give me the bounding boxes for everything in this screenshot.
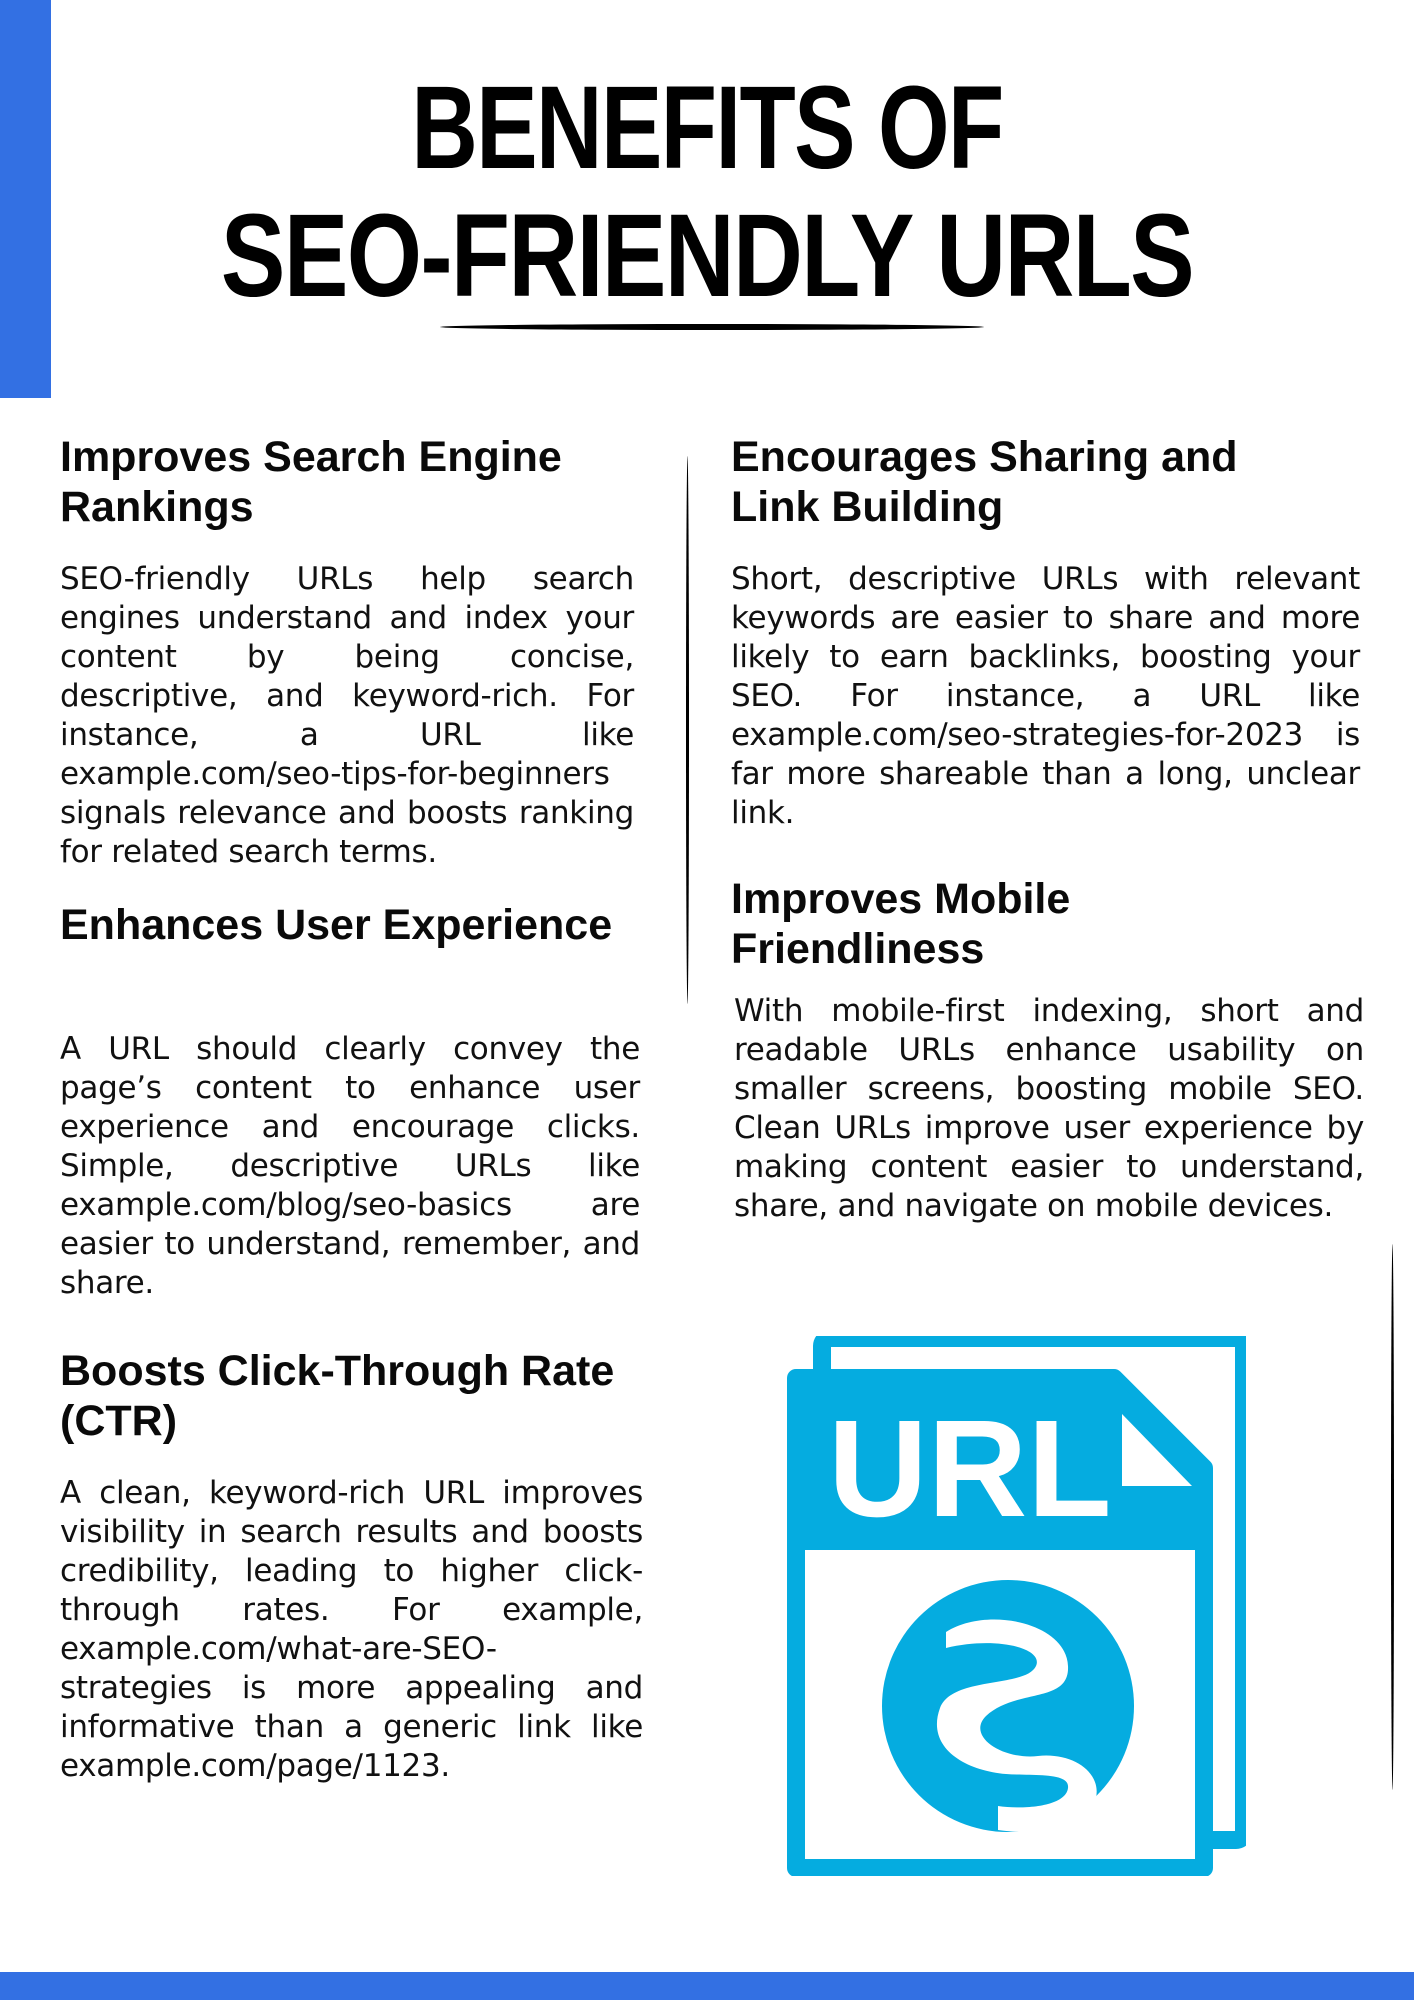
left-accent-bar [0,0,51,398]
section-body-mobile: With mobile-first indexing, short and readable URLs enhance usability on smaller screens, boosting mobile SEO. Clean URLs improve user experience by making content easier to understand, share, and navigate on mobile devices. [734,993,1364,1224]
url-file-globe-icon [776,1336,1246,1876]
url-label: URL [828,1392,1112,1546]
page-title-line-1: BENEFITS OF [411,62,1003,194]
title-underline [440,324,984,330]
section-heading-user-experience: Enhances User Experience [60,901,613,949]
page-title-line-2: SEO-FRIENDLY URLS [220,190,1194,322]
column-divider [686,456,689,1004]
section-body-search-rankings: SEO-friendly URLs help search engines understand and index your content by being concise, descriptive, and keyword-rich. For instance, a URL like example.com/seo-tips-for-beginners signals relevance and boosts ranking for related search terms. [60,561,634,870]
right-edge-divider [1391,1244,1394,1790]
section-body-user-experience: A URL should clearly convey the page’s content to enhance user experience and encourage clicks. Simple, descriptive URLs like example.com/blog/seo-basics are easier to understand, remember, and share. [60,1031,640,1301]
section-heading-mobile: Improves Mobile Friendliness [731,875,1071,973]
section-heading-search-rankings: Improves Search Engine Rankings [60,433,562,531]
section-body-ctr: A clean, keyword-rich URL improves visibility in search results and boosts credibility, leading to higher click-through rates. For example, example.com/what-are-SEO-strategies is more appealing and informative than a generic link like example.com/page/1123. [60,1475,643,1784]
bottom-accent-bar [0,1972,1414,2000]
section-body-sharing: Short, descriptive URLs with relevant keywords are easier to share and more likely to earn backlinks, boosting your SEO. For instance, a URL like example.com/seo-strategies-for-2023 is far more shareable than a long, unclear link. [731,561,1360,831]
section-heading-sharing: Encourages Sharing and Link Building [731,433,1238,531]
section-heading-ctr: Boosts Click-Through Rate (CTR) [60,1347,615,1445]
